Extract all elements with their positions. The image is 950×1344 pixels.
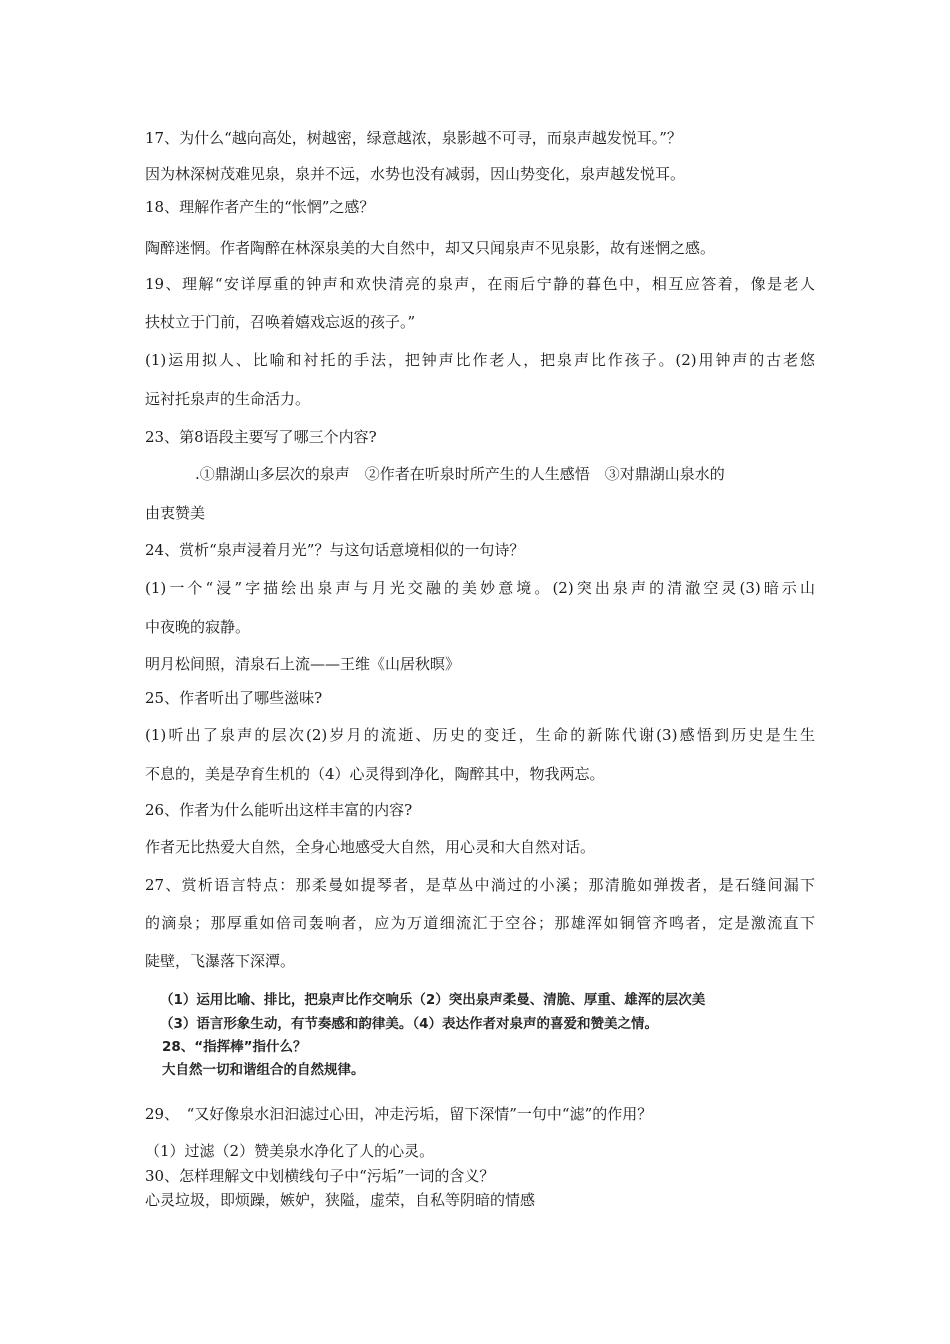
answer-24-line-2: 中夜晚的寂静。 <box>145 618 251 636</box>
answer-28: 大自然一切和谐组合的自然规律。 <box>162 1062 365 1078</box>
question-23: 23、第8语段主要写了哪三个内容? <box>145 428 377 446</box>
answer-24-line-1: (1)一个“浸”字描绘出泉声与月光交融的美妙意境。(2)突出泉声的清澈空灵(3)暗示山 <box>145 579 815 597</box>
question-28: 28、“指挥棒”指什么？ <box>162 1039 307 1055</box>
question-25: 25、作者听出了哪些滋味? <box>145 689 323 707</box>
answer-23-line-2: 由衷赞美 <box>145 504 206 522</box>
answer-25-line-1: (1)听出了泉声的层次(2)岁月的流逝、历史的变迁，生命的新陈代谢(3)感悟到历史是生生 <box>145 726 815 744</box>
answer-19-line-1: (1)运用拟人、比喻和衬托的手法，把钟声比作老人，把泉声比作孩子。(2)用钟声的古老悠 <box>145 351 815 369</box>
question-18: 18、理解作者产生的“怅惘”之感？ <box>145 198 375 216</box>
answer-18: 陶醉迷惘。作者陶醉在林深泉美的大自然中，却又只闻泉声不见泉影，故有迷惘之感。 <box>145 239 716 257</box>
question-29: 29、 “又好像泉水汩汩滤过心田，冲走污垢，留下深情”一句中“滤”的作用？ <box>145 1105 653 1123</box>
answer-30: 心灵垃圾，即烦躁，嫉妒，狭隘，虚荣，自私等阴暗的情感 <box>145 1191 536 1209</box>
answer-26: 作者无比热爱大自然，全身心地感受大自然，用心灵和大自然对话。 <box>145 838 596 856</box>
question-27-line-1: 27、赏析语言特点：那柔曼如提琴者，是草丛中淌过的小溪；那清脆如弹拨者，是石缝间漏下 <box>145 876 815 894</box>
answer-24-poem: 明月松间照，清泉石上流——王维《山居秋暝》 <box>145 655 461 673</box>
answer-23-line-1: .①鼎湖山多层次的泉声 ②作者在听泉时所产生的人生感悟 ③对鼎湖山泉水的 <box>195 465 725 483</box>
question-19-line-1: 19、理解“安详厚重的钟声和欢快清亮的泉声，在雨后宁静的暮色中，相互应答着，像是老人 <box>145 275 815 293</box>
answer-25-line-2: 不息的，美是孕育生机的（4）心灵得到净化，陶醉其中，物我两忘。 <box>145 765 605 783</box>
answer-27-line-1: （1）运用比喻、排比，把泉声比作交响乐（2）突出泉声柔曼、清脆、厚重、雄浑的层次美 <box>160 992 706 1008</box>
question-30: 30、怎样理解文中划横线句子中“污垢”一词的含义？ <box>145 1167 495 1185</box>
question-17: 17、为什么“越向高处，树越密，绿意越浓，泉影越不可寻，而泉声越发悦耳。”？ <box>145 129 682 147</box>
question-24: 24、赏析“泉声浸着月光”？与这句话意境相似的一句诗？ <box>145 541 525 559</box>
question-27-line-2: 的滴泉；那厚重如倍司轰响者，应为万道细流汇于空谷；那雄浑如铜管齐鸣者，定是激流直下 <box>145 914 815 932</box>
question-27-line-3: 陡壁，飞瀑落下深潭。 <box>145 952 296 970</box>
answer-27-line-2: （3）语言形象生动，有节奏感和韵律美。（4）表达作者对泉声的喜爱和赞美之情。 <box>160 1016 659 1032</box>
question-19-line-2: 扶杖立于门前，召唤着嬉戏忘返的孩子。” <box>145 313 416 331</box>
question-26: 26、作者为什么能听出这样丰富的内容? <box>145 801 413 819</box>
answer-19-line-2: 远衬托泉声的生命活力。 <box>145 390 311 408</box>
answer-17: 因为林深树茂难见泉，泉并不远，水势也没有减弱，因山势变化，泉声越发悦耳。 <box>145 165 686 183</box>
answer-29: （1）过滤（2）赞美泉水净化了人的心灵。 <box>145 1142 435 1160</box>
